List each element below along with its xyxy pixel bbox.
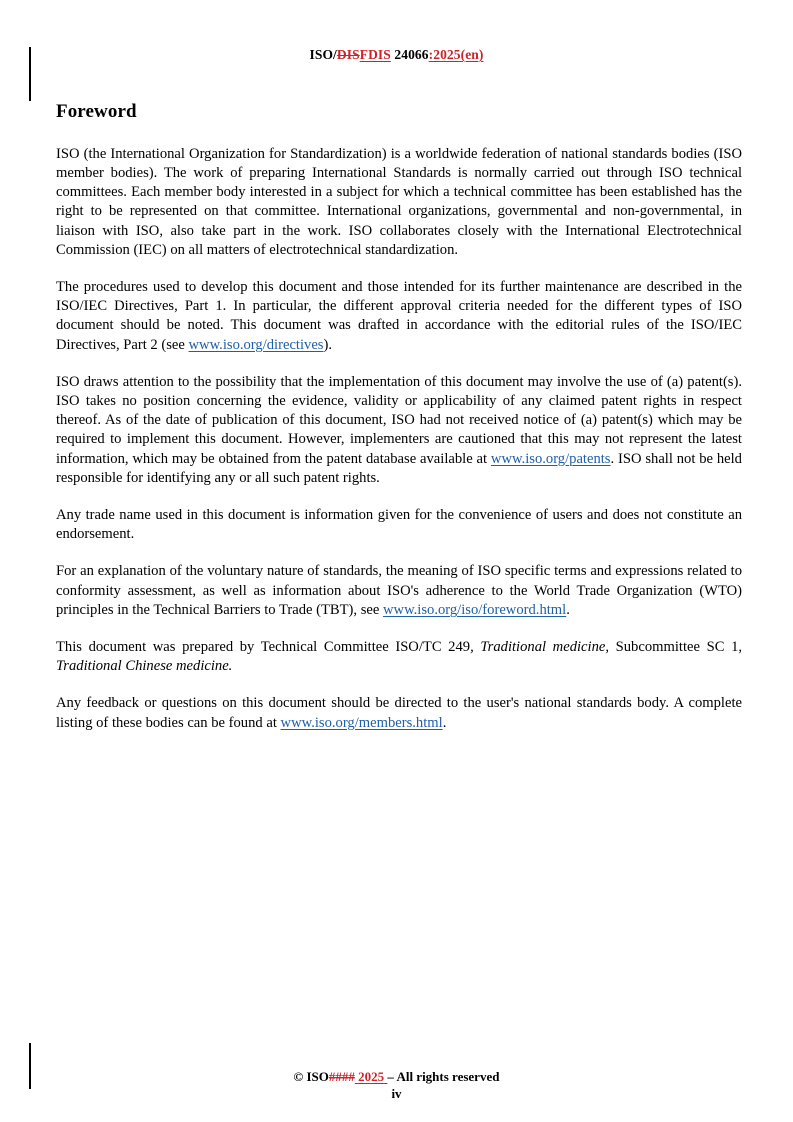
subcommittee-name-italic: Traditional Chinese medicine. xyxy=(56,658,233,675)
foreword-paragraph-3 xyxy=(56,373,742,488)
foreword-paragraph-5 xyxy=(56,562,742,620)
link-iso-directives[interactable]: www.iso.org/directives xyxy=(188,336,324,353)
paragraph-text: ISO (the International Organization for Standardization) is a worldwide federation of national standards bodies (ISO member bodies). The work of preparing International Standards is normally carried out through ISO technical committees. Each member body interested in a subject for which a technical committee has been established has the right to be represented on that committee. International organizations, governmental and non-governmental, in liaison with ISO, also take part in the work. ISO collaborates closely with the International Electrotechnical Commission (IEC) on all matters of electrotechnical standardization. xyxy=(56,145,742,258)
running-header xyxy=(0,47,793,63)
committee-name-italic: , Traditional medicine, xyxy=(470,639,610,656)
paragraph-text: This document was prepared by Technical Committee ISO/TC 249 xyxy=(56,639,471,656)
header-prefix: ISO/ xyxy=(309,47,337,62)
foreword-paragraph-2 xyxy=(56,278,742,355)
link-iso-members[interactable]: www.iso.org/members.html xyxy=(280,714,443,731)
foreword-paragraph-7 xyxy=(56,694,742,732)
header-inserted-year-lang: :2025(en) xyxy=(428,47,484,62)
footer-inserted-year: 2025 xyxy=(354,1069,388,1084)
document-body xyxy=(56,101,742,733)
paragraph-text: . xyxy=(566,601,570,618)
foreword-paragraph-1 xyxy=(56,145,742,260)
paragraph-text: Any trade name used in this document is information given for the convenience of users and does not constitute an endorsement. xyxy=(56,507,742,543)
header-inserted-stage: FDIS xyxy=(359,47,391,62)
running-footer xyxy=(0,1069,793,1085)
page-number: iv xyxy=(391,1086,402,1101)
foreword-paragraph-4 xyxy=(56,506,742,544)
paragraph-text: . xyxy=(442,714,447,731)
paragraph-text: . ISO shall not be held responsible for identifying any or all such patent rights. xyxy=(56,450,742,486)
footer-deleted-year: #### xyxy=(328,1069,355,1084)
footer-rights-text: – All rights reserved xyxy=(387,1069,500,1084)
paragraph-text: Subcommittee SC 1, xyxy=(609,639,743,656)
footer-copyright: © ISO xyxy=(293,1069,329,1084)
paragraph-text: ISO draws attention to the possibility that the implementation of this document may involve the use of (a) patent(s). ISO takes no position concerning the evidence, validity or applicability of any claimed patent rights in respect thereof. As of the date of publication of this document, ISO had not received notice of (a) patent(s) which may be required to implement this document. However, implementers are cautioned that this may not represent the latest information, which may be obtained from the patent database available at xyxy=(56,373,742,467)
paragraph-text: Any feedback or questions on this document should be directed to the user's national standards body. A complete listing of these bodies can be found at xyxy=(56,695,742,731)
paragraph-text: The procedures used to develop this document and those intended for its further maintenance are described in the ISO/IEC Directives, Part 1. In particular, the different approval criteria needed for the different types of ISO document should be noted. This document was drafted in accordance with the editorial rules of the ISO/IEC Directives, Part 2 (see xyxy=(56,279,742,353)
foreword-paragraph-6 xyxy=(56,638,742,676)
paragraph-text: ). xyxy=(323,336,333,353)
link-iso-patents[interactable]: www.iso.org/patents xyxy=(490,450,611,467)
header-document-number: 24066 xyxy=(390,47,429,62)
link-iso-foreword[interactable]: www.iso.org/iso/foreword.html xyxy=(382,601,567,618)
header-deleted-stage: DIS xyxy=(336,47,360,62)
paragraph-text: For an explanation of the voluntary nature of standards, the meaning of ISO specific terms and expressions related to conformity assessment, as well as information about ISO's adherence to the World Trade Organization (WTO) principles in the Technical Barriers to Trade (TBT), see xyxy=(56,563,742,618)
page-title: Foreword xyxy=(56,101,137,122)
